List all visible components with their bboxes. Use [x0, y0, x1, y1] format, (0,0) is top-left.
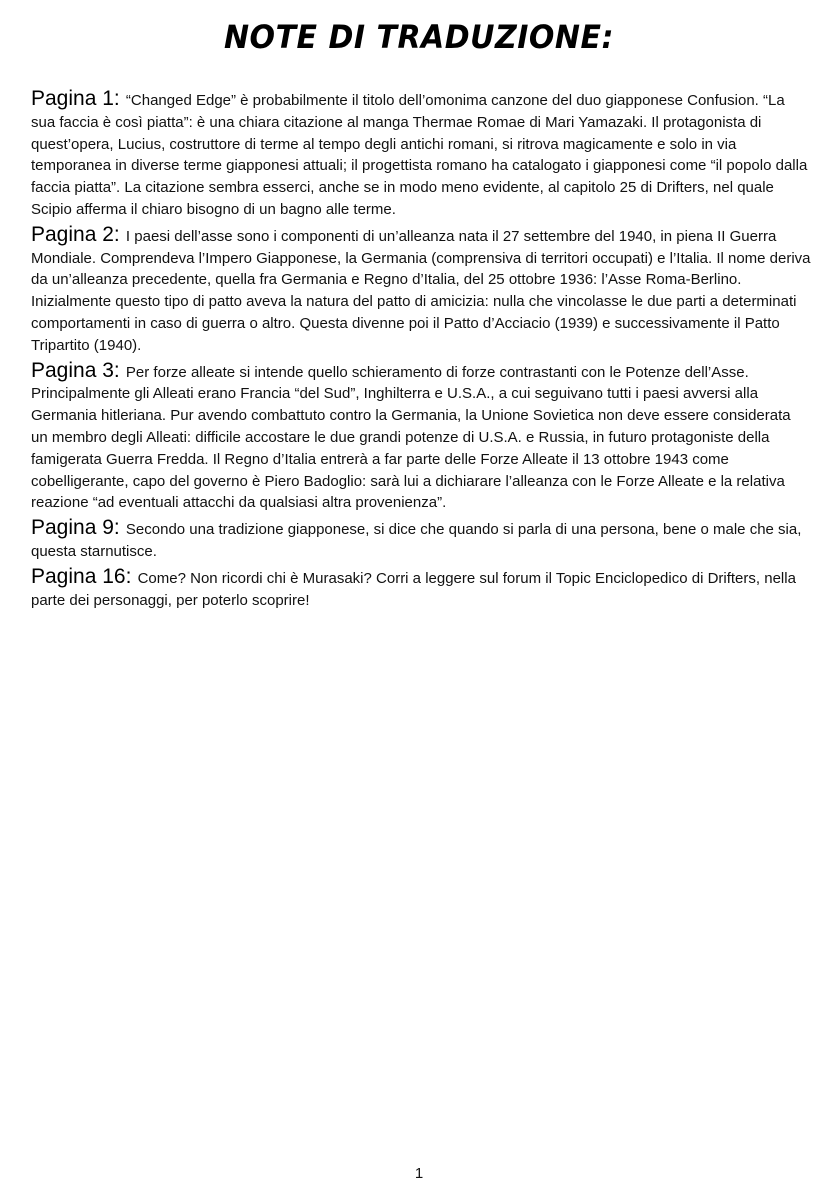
note-page-2	[31, 224, 811, 357]
note-label: Pagina 16:	[31, 564, 132, 588]
page-number: 1	[414, 1165, 424, 1182]
page-title: NOTE DI TRADUZIONE:	[223, 18, 615, 57]
note-page-1	[31, 88, 811, 221]
note-text: I paesi dell’asse sono i componenti di un’alleanza nata il 27 settembre del 1940, in piena II Guerra Mondiale. Comprendeva l’Impero Giapponese, la Germania (comprensiva di territori occupati) e l’Italia. Il nome deriva da un’alleanza precedente, quella fra Germania e Regno d’Italia, del 25 ottobre 1936: l’Asse Roma-Berlino. Inizialmente questo tipo di patto aveva la natura del patto di amicizia: nulla che vincolasse le due parti a determinati comportamenti in caso di guerra o altro. Questa divenne poi il Patto d’Acciacio (1939) e successivamente il Patto Tripartito (1940).	[31, 227, 811, 354]
note-label: Pagina 1:	[31, 87, 120, 110]
notes-list	[31, 88, 811, 614]
note-text: “Changed Edge” è probabilmente il titolo dell’omonima canzone del duo giapponese Confusion. “La sua faccia è così piatta”: è una chiara citazione al manga Thermae Romae di Mari Yamazaki. Il protagonista di quest’opera, Lucius, costruttore di terme al tempo degli antichi romani, si ritrova magicamente e solo in via temporanea in diverse terme giapponesi attuali; il progettista romano ha catalogato i giapponesi come “il popolo dalla faccia piatta”. La citazione sembra esserci, anche se in modo meno evidente, al capitolo 25 di Drifters, nel quale Scipio afferma il chiaro bisogno di un bagno alle terme.	[31, 92, 808, 218]
note-text: Secondo una tradizione giapponese, si dice che quando si parla di una persona, bene o male che sia, questa starnutisce.	[31, 521, 802, 560]
note-label: Pagina 3:	[31, 358, 120, 382]
note-text: Per forze alleate si intende quello schieramento di forze contrastanti con le Potenze dell’Asse. Principalmente gli Alleati erano Francia “del Sud”, Inghilterra e U.S.A., a cui seguivano tutti i paesi avversi alla Germania hitleriana. Pur avendo combattuto contro la Germania, la Unione Sovietica non deve essere considerata un membro degli Alleati: difficile accostare le due grandi potenze di U.S.A. e Russia, in futuro protagoniste della famigerata Guerra Fredda. Il Regno d’Italia entrerà a far parte delle Forze Alleate il 13 ottobre 1943 come cobelligerante, capo del governo è Piero Badoglio: sarà lui a dichiarare l’alleanza con le Forze Alleate e la relativa reazione “ad eventuali attacchi da qualsiasi altra provenienza”.	[31, 363, 791, 512]
note-page-16	[31, 566, 811, 612]
note-label: Pagina 2:	[31, 222, 120, 246]
note-page-9	[31, 517, 811, 563]
note-label: Pagina 9:	[31, 516, 120, 540]
note-text: Come? Non ricordi chi è Murasaki? Corri a leggere sul forum il Topic Enciclopedico di Drifters, nella parte dei personaggi, per poterlo scoprire!	[31, 569, 796, 609]
note-page-3	[31, 360, 811, 515]
